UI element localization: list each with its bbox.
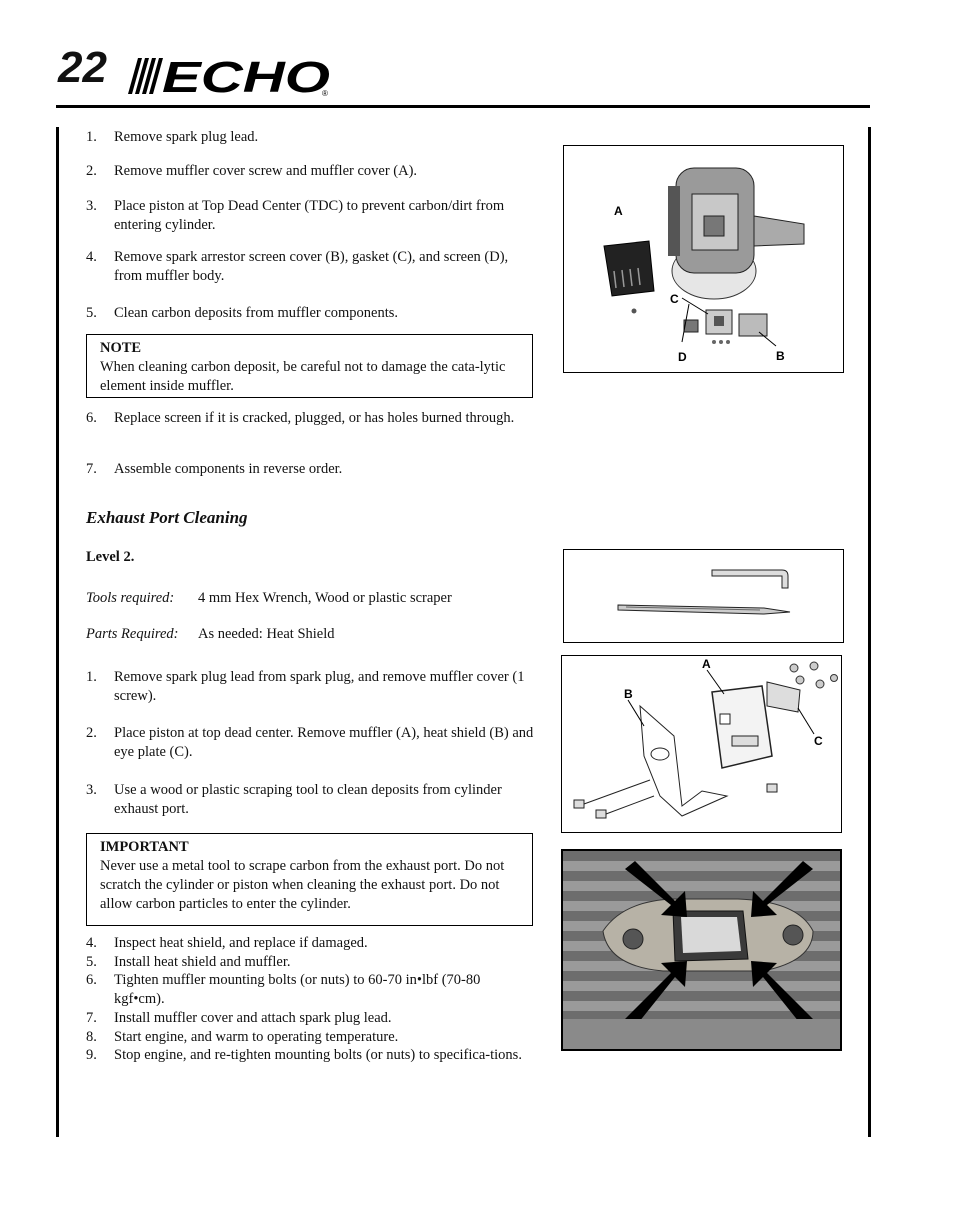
level-label: Level 2. [86,549,135,565]
list-item: 7. Assemble components in reverse order. [86,461,343,477]
label-d: D [678,350,687,364]
note-text: When cleaning carbon deposit, be careful not to damage the cata-lytic element inside muffler. [100,359,506,394]
list-item: 2. Remove muffler cover screw and muffler cover (A). [86,163,418,179]
section-title: Exhaust Port Cleaning [86,508,248,527]
muffler-parts-figure [563,145,844,373]
label-c: C [814,734,823,748]
list-item: 5. Install heat shield and muffler. [86,954,291,970]
important-title: IMPORTANT [100,839,189,855]
list-item: 4. Inspect heat shield, and replace if damaged. [86,935,368,951]
list-item: 1. Remove spark plug lead. [86,129,259,145]
list-item: 9. Stop engine, and re-tighten mounting bolts (or nuts) to specifica-tions. [86,1047,522,1063]
note-box [86,334,533,398]
list-item: 6. Replace screen if it is cracked, plugged, or has holes burned through. [86,410,515,426]
label-b: B [776,349,785,363]
note-title: NOTE [100,340,142,356]
parts-required: Parts Required: As needed: Heat Shield [86,626,335,642]
list-item: 2. Place piston at top dead center. Remove muffler (A), heat shield (B) and eye plate (C). [86,725,534,760]
tools-required: Tools required: 4 mm Hex Wrench, Wood or plastic scraper [86,590,452,606]
muffler-exploded-figure [561,655,842,833]
right-margin-bar [868,127,871,1137]
exhaust-port-photo [561,849,842,1051]
list-item: 5. Clean carbon deposits from muffler components. [86,305,399,321]
list-item: 7. Install muffler cover and attach spark plug lead. [86,1010,392,1026]
list-item: 6. Tighten muffler mounting bolts (or nuts) to 60-70 in•lbf (70-80 kgf•cm). [86,972,481,1007]
header-rule [56,105,870,108]
list-item: 3. Place piston at Top Dead Center (TDC) to prevent carbon/dirt from entering cylinder. [86,198,505,233]
label-a: A [702,657,711,671]
list-item: 3. Use a wood or plastic scraping tool to clean deposits from cylinder exhaust port. [86,782,502,817]
left-margin-bar [56,127,59,1137]
svg-text:ECHO: ECHO [162,53,330,98]
list-item: 4. Remove spark arrestor screen cover (B), gasket (C), and screen (D), from muffler body. [86,249,509,284]
list-item: 8. Start engine, and warm to operating temperature. [86,1029,399,1045]
echo-logo [124,50,336,98]
page-number: 22 [58,43,107,92]
tools-figure [563,549,844,643]
label-b: B [624,687,633,701]
important-box [86,833,533,926]
important-text: Never use a metal tool to scrape carbon from the exhaust port. Do not scratch the cylinder or piston when cleaning the exhaust port. Do not allow carbon particles to enter the cylinder. [100,858,505,912]
svg-text:®: ® [322,89,328,98]
list-item: 1. Remove spark plug lead from spark plug, and remove muffler cover (1 screw). [86,669,525,704]
label-c: C [670,292,679,306]
label-a: A [614,204,623,218]
